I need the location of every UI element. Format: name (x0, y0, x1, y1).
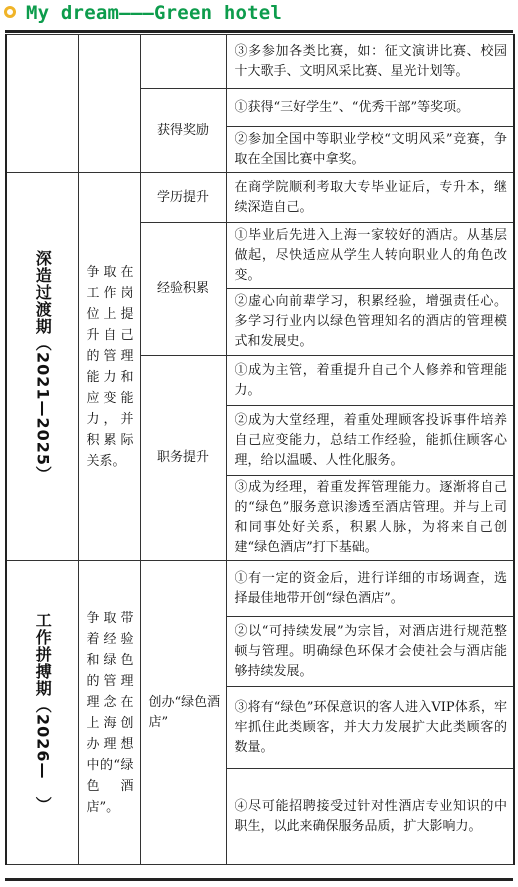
period-title: 深造过渡期（2021—2025） (33, 249, 53, 484)
period-cell (6, 561, 78, 865)
table-row (6, 561, 514, 617)
plan-item: ①成为主管，着重提升自己个人修养和管理能力。 (226, 356, 514, 406)
goal-cell (78, 173, 140, 561)
goal-cell (78, 561, 140, 865)
ring-icon (4, 6, 16, 18)
table-row (6, 35, 514, 89)
plan-item: ②参加全国中等职业学校“文明风采”竞赛，争取在全国比赛中拿奖。 (226, 127, 514, 173)
plan-item: ③将有“绿色”环保意识的客人进入VIP体系，牢牢抓住此类顾客，并大力发展扩大此类顾客的数量。 (226, 687, 514, 769)
plan-item: ③多参加各类比赛，如：征文演讲比赛、校园十大歌手、文明风采比赛、星光计划等。 (226, 35, 514, 89)
plan-item: ②成为大堂经理，着重处理顾客投诉事件培养自己应变能力，总结工作经验，能抓住顾客心理，给以温暖、人性化服务。 (226, 406, 514, 476)
category-green-hotel: 创办“绿色酒店” (140, 561, 226, 865)
plan-item: ④尽可能招聘接受过针对性酒店专业知识的中职生，以此来确保服务品质，扩大影响力。 (226, 769, 514, 865)
category-cell-empty (140, 35, 226, 89)
period-cell-empty (6, 35, 78, 173)
header (0, 0, 518, 30)
career-plan-table (5, 34, 515, 865)
period-goal: 争取在工作岗位上提升自己的管理能力和应变能力，并积累际关系。 (86, 264, 134, 469)
period-goal: 争取带着经验和绿色的管理理念在上海创办理想中的“绿色酒店”。 (86, 610, 134, 815)
plan-item: ①有一定的资金后，进行详细的市场调查，选择最佳地带开创“绿色酒店”。 (226, 561, 514, 617)
category-awards: 获得奖励 (140, 89, 226, 173)
plan-item: ②以“可持续发展”为宗旨，对酒店进行规范整顿与管理。明确绿色环保才会使社会与酒店能够持续发展。 (226, 617, 514, 687)
goal-cell-empty (78, 35, 140, 173)
page-title: My dream———Green hotel (26, 2, 283, 24)
plan-item: ②虚心向前辈学习，积累经验，增强责任心。多学习行业内以绿色管理知名的酒店的管理模式和发展史。 (226, 289, 514, 356)
plan-item: ③成为经理，着重发挥管理能力。逐渐将自己的“绿色”服务意识渗透至酒店管理。并与上司和同事处好关系，积累人脉，为将来自己创建“绿色酒店”打下基础。 (226, 476, 514, 561)
category-promotion: 职务提升 (140, 356, 226, 561)
category-degree: 学历提升 (140, 173, 226, 223)
period-title: 工作拼搏期（2026— ） (33, 611, 53, 814)
plan-item: 在商学院顺利考取大专毕业证后，专升本，继续深造自己。 (226, 173, 514, 223)
period-cell (6, 173, 78, 561)
category-experience: 经验积累 (140, 223, 226, 356)
table-row (6, 173, 514, 223)
plan-item: ①毕业后先进入上海一家较好的酒店。从基层做起，尽快适应从学生人转向职业人的角色改变。 (226, 223, 514, 289)
plan-item: ①获得“三好学生”、“优秀干部”等奖项。 (226, 89, 514, 127)
